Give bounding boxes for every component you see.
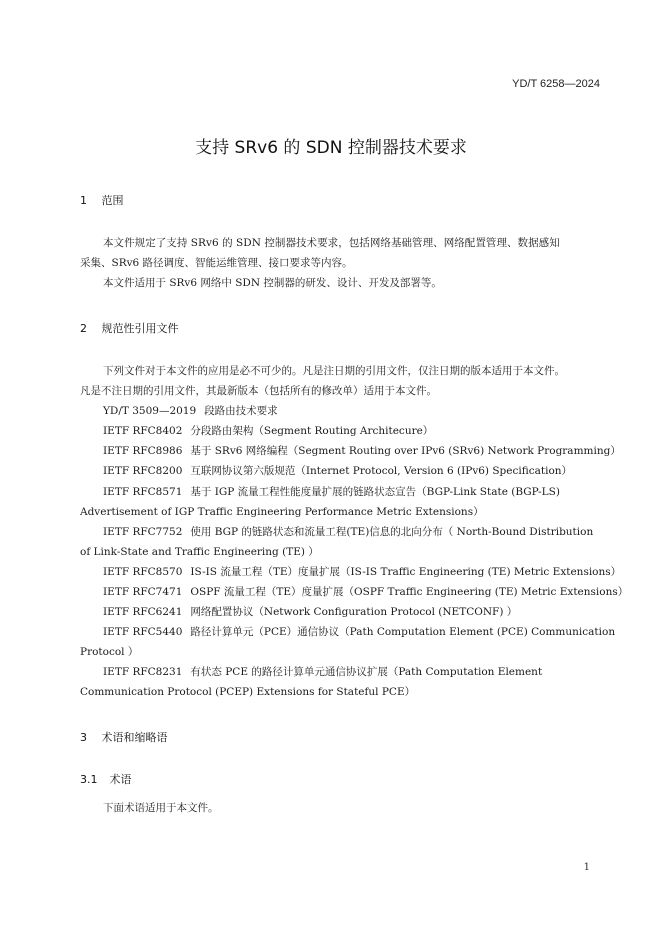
reference-code: IETF RFC7471 bbox=[103, 586, 183, 598]
paragraph-line: 本文件适用于 SRv6 网络中 SDN 控制器的研发、设计、开发及部署等。 bbox=[103, 277, 442, 289]
reference-title: 基于 IGP 流量工程性能度量扩展的链路状态宣告（BGP-Link State (BGP-LS) bbox=[190, 486, 560, 498]
section-number: 3 bbox=[80, 731, 87, 744]
section-number: 3.1 bbox=[80, 773, 98, 786]
reference-title: 网络配置协议（Network Configuration Protocol (NETCONF) ） bbox=[190, 606, 518, 618]
reference-code: IETF RFC8402 bbox=[103, 425, 183, 437]
page-number: 1 bbox=[583, 862, 590, 873]
reference-continuation: of Link-State and Traffic Engineering (TE) ） bbox=[80, 546, 319, 558]
paragraph-line: 采集、SRv6 路径调度、智能运维管理、接口要求等内容。 bbox=[80, 257, 353, 269]
reference-title: 互联网协议第六版规范（Internet Protocol, Version 6 (IPv6) Specification） bbox=[190, 465, 573, 477]
reference-item bbox=[103, 444, 621, 458]
reference-continuation: Advertisement of IGP Traffic Engineering Performance Metric Extensions） bbox=[80, 506, 484, 518]
section-3-1-heading bbox=[80, 771, 132, 787]
reference-item bbox=[103, 665, 542, 679]
section-title: 术语和缩略语 bbox=[101, 731, 168, 744]
reference-title: 路径计算单元（PCE）通信协议（Path Computation Element (PCE) Communication bbox=[190, 626, 616, 638]
reference-item bbox=[103, 585, 628, 599]
document-title: 支持 SRv6 的 SDN 控制器技术要求 bbox=[195, 138, 467, 158]
reference-code: IETF RFC5440 bbox=[103, 626, 183, 638]
section-2-heading bbox=[80, 320, 179, 336]
reference-code: IETF RFC6241 bbox=[103, 606, 183, 618]
reference-title: IS-IS 流量工程（TE）度量扩展（IS-IS Traffic Engineering (TE) Metric Extensions） bbox=[190, 566, 622, 578]
paragraph-line: 下列文件对于本文件的应用是必不可少的。凡是注日期的引用文件，仅注日期的版本适用于本文件。 bbox=[103, 365, 565, 377]
section-number: 1 bbox=[80, 194, 87, 207]
reference-item bbox=[103, 424, 433, 438]
reference-code: IETF RFC7752 bbox=[103, 526, 183, 538]
reference-title: OSPF 流量工程（TE）度量扩展（OSPF Traffic Engineering (TE) Metric Extensions） bbox=[190, 586, 629, 598]
reference-title: 基于 SRv6 网络编程（Segment Routing over IPv6 (SRv6) Network Programming） bbox=[190, 445, 621, 457]
document-code: YD/T 6258—2024 bbox=[512, 78, 600, 90]
reference-item bbox=[103, 485, 560, 499]
reference-title: 段路由技术要求 bbox=[204, 405, 278, 417]
section-title: 范围 bbox=[101, 194, 124, 207]
reference-code: IETF RFC8571 bbox=[103, 486, 183, 498]
section-3-heading bbox=[80, 729, 168, 745]
reference-title: 使用 BGP 的链路状态和流量工程(TE)信息的北向分布（ North-Bound Distribution bbox=[190, 526, 594, 538]
reference-item bbox=[103, 464, 572, 478]
reference-item bbox=[103, 605, 517, 619]
section-title: 术语 bbox=[109, 773, 132, 786]
reference-item bbox=[103, 625, 615, 639]
reference-continuation: Communication Protocol (PCEP) Extensions for Stateful PCE） bbox=[80, 686, 416, 698]
section-1-heading bbox=[80, 192, 124, 208]
paragraph-line: 凡是不注日期的引用文件，其最新版本（包括所有的修改单）适用于本文件。 bbox=[80, 385, 437, 397]
paragraph-line: 本文件规定了支持 SRv6 的 SDN 控制器技术要求，包括网络基础管理、网络配置管理、数据感知 bbox=[103, 237, 560, 249]
section-title: 规范性引用文件 bbox=[101, 322, 179, 335]
reference-code: IETF RFC8231 bbox=[103, 666, 183, 678]
reference-code: YD/T 3509—2019 bbox=[103, 405, 197, 417]
reference-item bbox=[103, 404, 278, 418]
reference-item bbox=[103, 525, 593, 539]
paragraph-line: 下面术语适用于本文件。 bbox=[103, 802, 219, 814]
reference-continuation: Protocol ） bbox=[80, 646, 139, 658]
reference-item bbox=[103, 565, 621, 579]
section-number: 2 bbox=[80, 322, 87, 335]
reference-title: 分段路由架构（Segment Routing Architecure） bbox=[190, 425, 434, 437]
reference-code: IETF RFC8570 bbox=[103, 566, 183, 578]
reference-code: IETF RFC8200 bbox=[103, 465, 183, 477]
reference-title: 有状态 PCE 的路径计算单元通信协议扩展（Path Computation Element bbox=[190, 666, 543, 678]
reference-code: IETF RFC8986 bbox=[103, 445, 183, 457]
